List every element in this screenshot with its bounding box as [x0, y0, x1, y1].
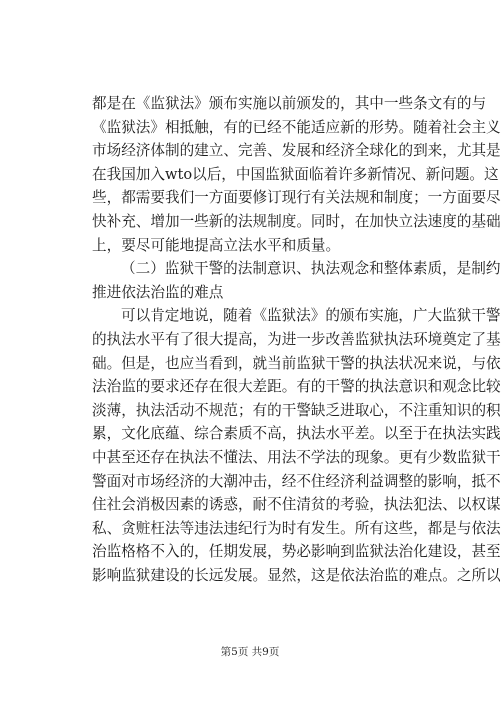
- page-number-footer: 第5页 共9页: [220, 646, 280, 658]
- text-line: 影响监狱建设的长远发展。显然，这是依法治监的难点。之所以: [92, 566, 501, 584]
- text-line: 快补充、增加一些新的法规制度。同时，在加快立法速度的基础: [92, 212, 501, 230]
- text-line: 在我国加入wto以后，中国监狱面临着许多新情况、新问题。这: [92, 165, 499, 183]
- text-line: 础。但是，也应当看到，就当前监狱干警的执法状况来说，与依: [92, 354, 501, 372]
- text-line: 住社会消极因素的诱惑，耐不住清贫的考验，执法犯法、以权谋: [92, 496, 501, 514]
- text-line: 可以肯定地说，随着《监狱法》的颁布实施，广大监狱干警: [121, 307, 501, 325]
- text-line: 些，都需要我们一方面要修订现行有关法规和制度；一方面要尽: [92, 189, 501, 207]
- text-line: 警面对市场经济的大潮冲击，经不住经济利益调整的影响，抵不: [92, 472, 501, 490]
- section-heading-line: 推进依法治监的难点: [92, 283, 224, 301]
- text-line: 《监狱法》相抵触，有的已经不能适应新的形势。随着社会主义: [92, 118, 501, 136]
- text-line: 中甚至还存在执法不懂法、用法不学法的现象。更有少数监狱干: [92, 448, 501, 466]
- section-heading-line: （二）监狱干警的法制意识、执法观念和整体素质，是制约: [121, 260, 501, 278]
- text-line: 上，要尽可能地提高立法水平和质量。: [92, 236, 341, 254]
- text-line: 都是在《监狱法》颁布实施以前颁发的，其中一些条文有的与: [92, 95, 487, 112]
- text-line: 的执法水平有了很大提高，为进一步改善监狱执法环境奠定了基: [92, 330, 501, 348]
- text-line: 私、贪赃枉法等违法违纪行为时有发生。所有这些，都是与依法: [92, 519, 501, 537]
- text-line: 市场经济体制的建立、完善、发展和经济全球化的到来，尤其是: [92, 142, 501, 160]
- text-line: 法治监的要求还存在很大差距。有的干警的执法意识和观念比较: [92, 378, 501, 396]
- body-text: [92, 92, 501, 587]
- text-line: 累，文化底蕴、综合素质不高，执法水平差。以至于在执法实践: [92, 425, 501, 443]
- text-line: 淡薄，执法活动不规范；有的干警缺乏进取心，不注重知识的积: [92, 401, 501, 419]
- text-line: 治监格格不入的，任期发展，势必影响到监狱法治化建设，甚至: [92, 543, 501, 561]
